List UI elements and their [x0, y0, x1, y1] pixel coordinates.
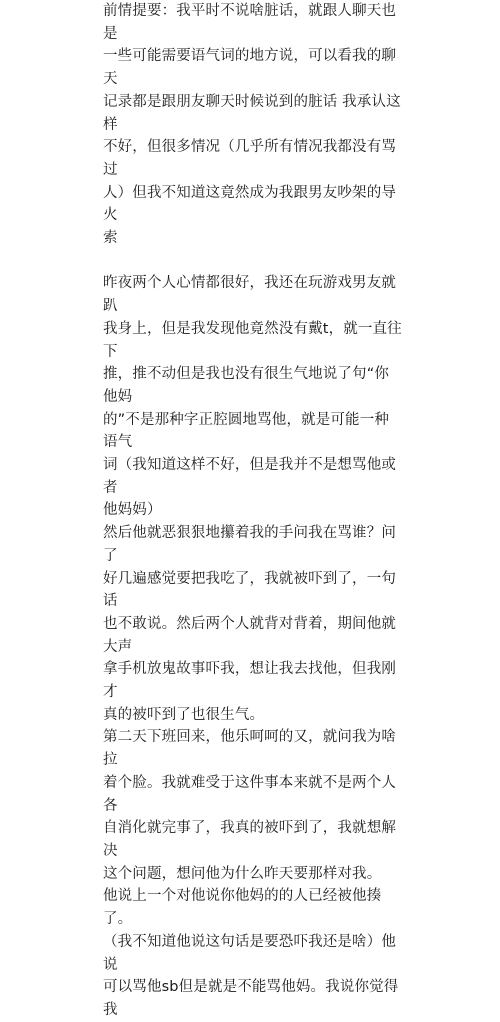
paragraph-then: 然后他就恶狠狠地攥着我的手问我在骂谁？问了 好几遍感觉要把我吃了，我就被吓到了，一句话 也不敢说。然后两个人就背对背着，期间他就大声 拿手机放鬼故事吓我，想让我去找他，但我刚才 真的被吓到了也很生气。 [103, 525, 396, 723]
paragraph-he-said: 他说上一个对他说你他妈的的人已经被他揍了。 （我不知道他说这句话是要恐吓我还是啥）他说 可以骂他sb但是就是不能骂他妈。我说你觉得我 [103, 888, 399, 1018]
paragraph-last-night: 昨夜两个人心情都很好，我还在玩游戏男友就趴 我身上，但是我发现他竟然没有戴t，就一直往下 推，推不动但是我也没有很生气地说了句“你他妈 的”不是那种字正腔圆地骂他，就是可能一种语气 词（我知道这样不好，但是我并不是想骂他或者 他妈妈） [103, 275, 402, 519]
paragraph-next-day: 第二天下班回来，他乐呵呵的又，就问我为啥拉 着个脸。我就难受于这件事本来就不是两个人各 自消化就完事了，我真的被吓到了，我就想解决 这个问题，想问他为什么昨天要那样对我。 [103, 729, 396, 882]
paragraph-gap [103, 250, 403, 273]
post-body [103, 0, 403, 1022]
paragraph-preface: 前情提要：我平时不说啥脏话，就跟人聊天也是 一些可能需要语气词的地方说，可以看我的聊天 记录都是跟朋友聊天时候说到的脏话 我承认这样 不好，但很多情况（几乎所有情况我都没有骂过 人）但我不知道这竟然成为我跟男友吵架的导火 索 [103, 3, 401, 247]
